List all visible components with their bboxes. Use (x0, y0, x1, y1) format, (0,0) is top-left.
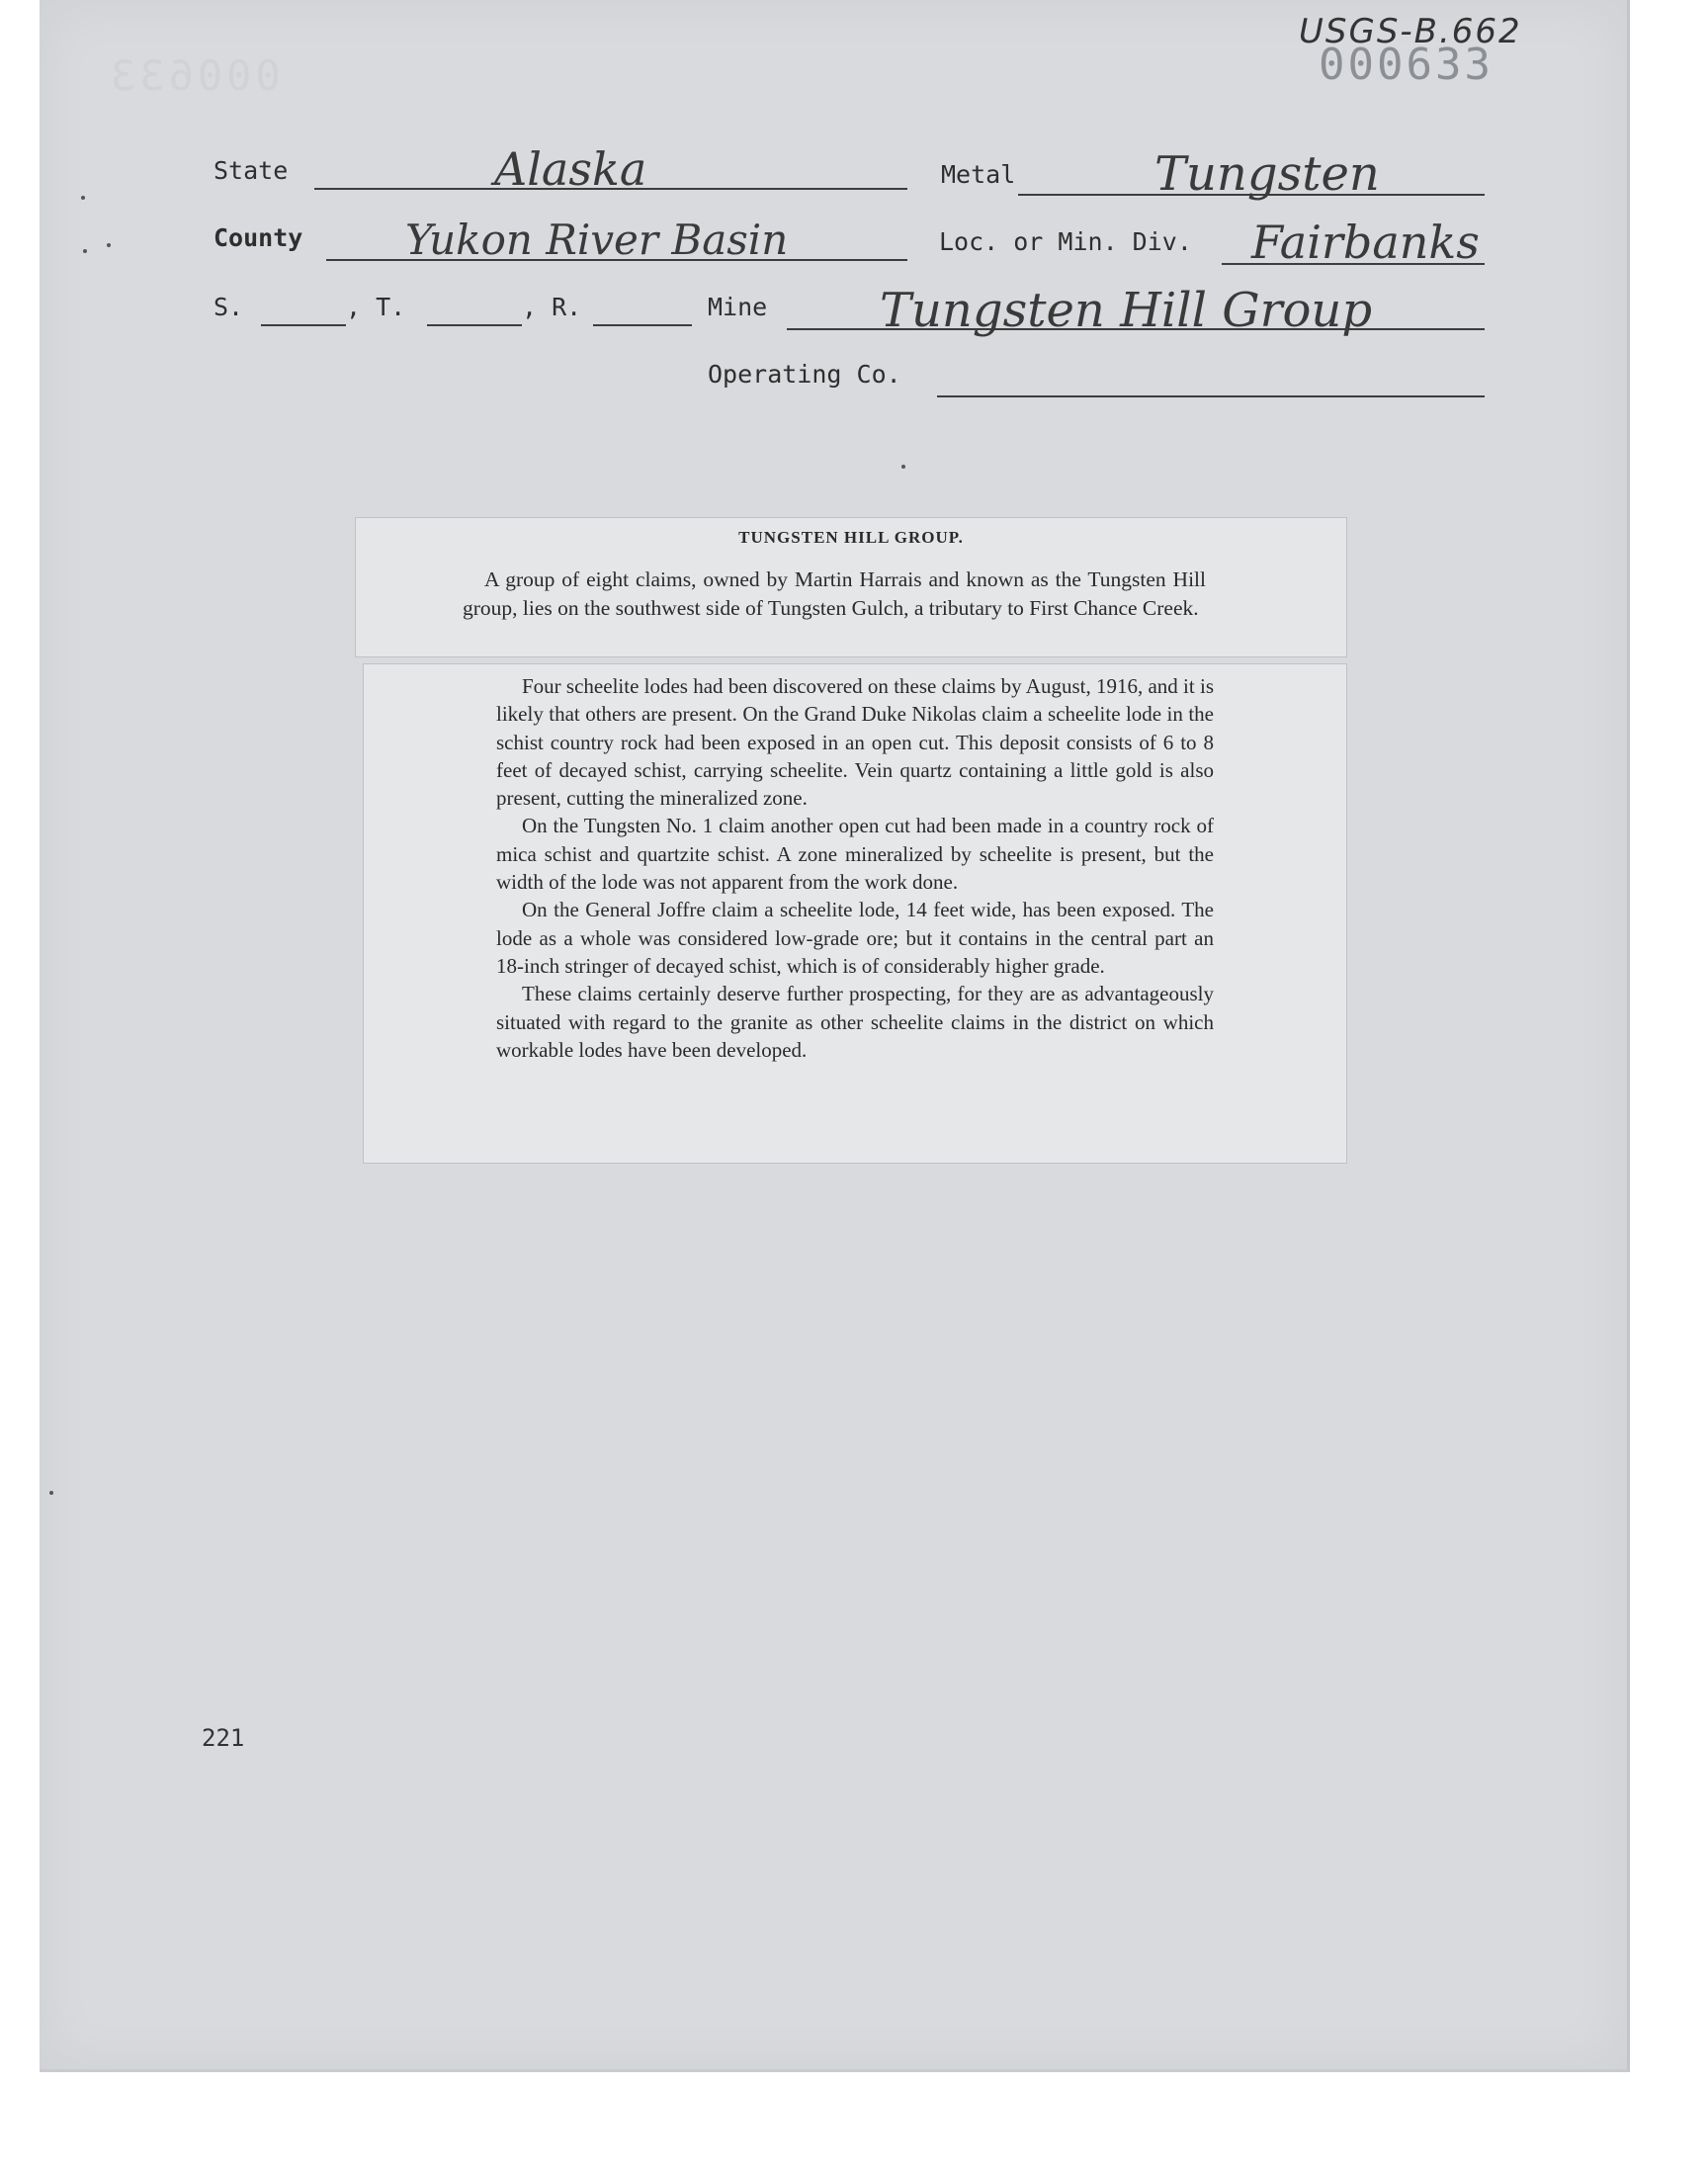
loc-value: Fairbanks (1251, 216, 1480, 269)
clipping-body-text (496, 672, 1214, 1064)
operating-label: Operating Co. (708, 360, 901, 389)
r-label: , R. (522, 293, 582, 321)
scan-speck (81, 196, 85, 200)
page-number: 221 (202, 1724, 245, 1752)
paragraph: Four scheelite lodes had been discovered on these claims by August, 1916, and it is likely that others are present. On the Grand Duke Nikolas claim a scheelite lode in the schist country rock had been exposed in an open cut. This deposit consists of 6 to 8 feet of decayed schist, carrying scheelite. Vein quartz containing a little gold is also present, cutting the mineralized zone. (496, 674, 1214, 811)
scan-speck (901, 465, 905, 469)
loc-label: Loc. or Min. Div. (939, 227, 1192, 256)
s-label: S. (214, 293, 244, 321)
county-value: Yukon River Basin (405, 216, 789, 264)
state-value: Alaska (494, 142, 647, 196)
r-line (593, 324, 692, 326)
scan-speck (107, 243, 111, 247)
mine-label: Mine (708, 293, 768, 321)
s-line (261, 324, 346, 326)
paragraph: These claims certainly deserve further prospecting, for they are as advantageously situated with regard to the granite as other scheelite claims in the district on which workable lodes have been developed. (496, 982, 1214, 1062)
scan-speck (83, 249, 87, 253)
paragraph: On the General Joffre claim a scheelite lode, 14 feet wide, has been exposed. The lode as a whole was considered low-grade ore; but it contains in the central part an 18-inch stringer of decayed schist, which is of considerably higher grade. (496, 898, 1214, 978)
handwritten-id: USGS-B.662 (1299, 12, 1522, 51)
clipping-intro: A group of eight claims, owned by Martin Harrais and known as the Tungsten Hill group, lies on the southwest side of Tungsten Gulch, a tributary to First Chance Creek. (463, 567, 1206, 620)
metal-value: Tungsten (1154, 146, 1380, 202)
t-line (427, 324, 522, 326)
clipping-title: TUNGSTEN HILL GROUP. (738, 528, 964, 547)
state-label: State (214, 156, 289, 185)
metal-label: Metal (941, 160, 1016, 189)
clipping-header (356, 518, 1346, 656)
t-label: , T. (346, 293, 406, 321)
paragraph: On the Tungsten No. 1 claim another open cut had been made in a country rock of mica schist and quartzite schist. A zone mineralized by scheelite is present, but the width of the lode was not apparent from the work done. (496, 814, 1214, 895)
operating-line (937, 395, 1485, 397)
county-label: County (214, 223, 303, 252)
mine-value: Tungsten Hill Group (880, 283, 1373, 338)
clipping-body (364, 664, 1346, 1163)
ghost-number: 000633 (107, 51, 281, 100)
scan-speck (49, 1491, 53, 1495)
stamp-number: 000633 (1319, 40, 1494, 90)
